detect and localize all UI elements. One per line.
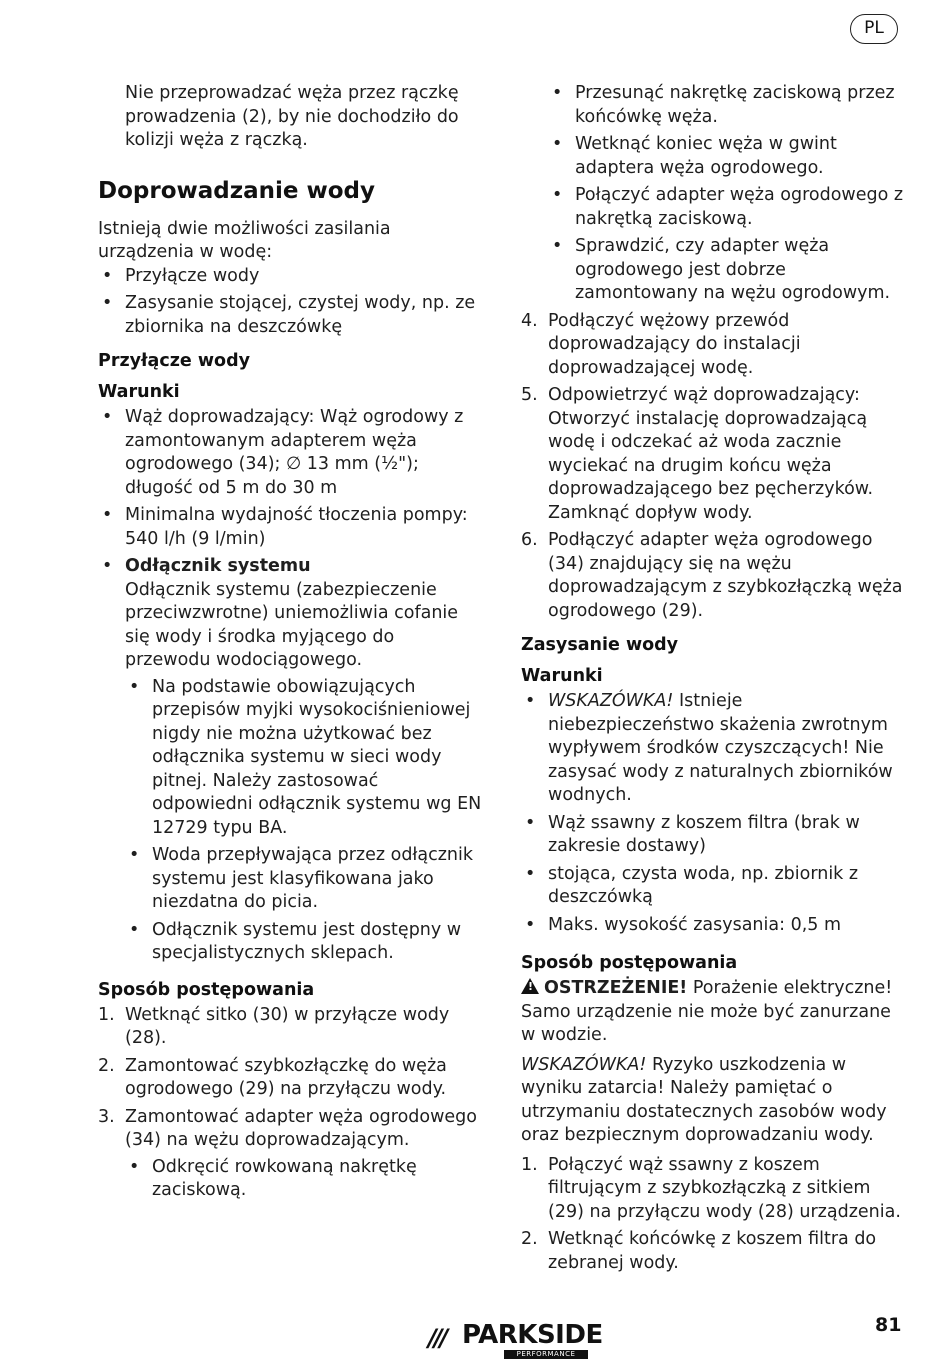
warning-text: Porażenie elektryczne! Samo urządzenie nie może być zanurzane w wodzie. xyxy=(521,978,893,1045)
step-text: Podłączyć wężowy przewód doprowadzający do instalacji doprowadzającej wodę. xyxy=(548,310,801,378)
language-badge: PL xyxy=(850,14,898,44)
step-item xyxy=(521,310,906,381)
step-text: Zamontować szybkozłączkę do węża ogrodowego (29) na przyłączu wody. xyxy=(125,1055,447,1099)
warning-paragraph xyxy=(521,977,906,1048)
subheading-procedure: Sposób postępowania xyxy=(98,979,315,1000)
suction-conditions-list xyxy=(521,690,906,937)
step3-sublist xyxy=(125,1156,483,1203)
system-separator-title: Odłącznik systemu xyxy=(125,556,311,576)
note-paragraph xyxy=(521,1054,906,1148)
note-text: Istnieje niebezpieczeństwo skażenia zwrotnym wypływem środków czyszczących! Nie zasysać wody z naturalnych zbiorników wodnych. xyxy=(548,691,893,805)
step-item xyxy=(521,1154,906,1225)
step-item xyxy=(98,1055,483,1102)
list-item: • Zasysanie stojącej, czystej wody, np. ze zbiornika na deszczówkę xyxy=(98,292,483,339)
step-number: 3. xyxy=(98,1106,115,1127)
note-label: WSKAZÓWKA! xyxy=(521,1054,647,1075)
intro-paragraph: Nie przeprowadzać węża przez rączkę prowadzenia (2), by nie dochodziło do kolizji węża z rączką. xyxy=(125,83,459,150)
note-text: Ryzyko uszkodzenia w wyniku zatarcia! Należy pamiętać o utrzymaniu dostatecznych zasobów wody oraz bezpiecznym doprowadzaniu wody. xyxy=(521,1054,887,1145)
step-number: 1. xyxy=(521,1154,538,1175)
step-item xyxy=(521,529,906,623)
logo-slashes: /// xyxy=(428,1324,446,1352)
supply-options-list xyxy=(98,265,483,340)
list-item: • Minimalna wydajność tłoczenia pompy: 540 l/h (9 l/min) xyxy=(98,504,483,551)
list-item: • Odkręcić rowkowaną nakrętkę zaciskową. xyxy=(125,1156,483,1203)
step-number: 2. xyxy=(521,1229,538,1249)
section-heading-water-supply: Doprowadzanie wody xyxy=(98,177,376,204)
list-item: • Na podstawie obowiązujących przepisów myjki wysokociśnieniowej nigdy nie można użytkować bez odłącznika systemu w sieci wody pitnej. Należy zastosować odpowiedni odłącznik systemu wg EN 12729 typu BA. xyxy=(125,676,483,841)
logo-name: PARKSIDE xyxy=(462,1320,603,1350)
step-number: 2. xyxy=(98,1055,115,1076)
step-text: Podłączyć adapter węża ogrodowego (34) znajdujący się na wężu doprowadzającym z szybkozłączką węża ogrodowego (29). xyxy=(548,530,903,621)
step-number: 5. xyxy=(521,385,538,405)
system-separator-list xyxy=(125,676,483,966)
step-number: 4. xyxy=(521,310,538,331)
step-text: Zamontować adapter węża ogrodowego (34) na wężu doprowadzającym. xyxy=(125,1106,477,1150)
note-label: WSKAZÓWKA! xyxy=(548,691,674,711)
step-text: Połączyć wąż ssawny z koszem filtrującym z szybkozłączką z sitkiem (29) na przyłączu wody (28) urządzenia. xyxy=(548,1154,901,1222)
list-item: • Przyłącze wody xyxy=(98,265,483,289)
conditions-list xyxy=(98,406,483,966)
suction-steps xyxy=(521,1154,906,1276)
list-item: • Połączyć adapter węża ogrodowego z nakrętką zaciskową. xyxy=(548,184,906,231)
step-number: 6. xyxy=(521,530,538,550)
parkside-logo xyxy=(428,1318,603,1360)
system-separator-text: Odłącznik systemu (zabezpieczenie przeciwzwrotne) uniemożliwia cofanie się wody i środka myjącego do przewodu wodociągowego. xyxy=(125,579,459,670)
list-item: • Wetknąć koniec węża w gwint adaptera węża ogrodowego. xyxy=(548,133,906,180)
right-column xyxy=(521,82,906,1279)
step3-sublist-continued xyxy=(521,82,906,306)
step-text: Odpowietrzyć wąż doprowadzający: Otworzyć instalację doprowadzającą wodę i odczekać aż woda zacznie wyciekać na drugim końcu węża doprowadzającego bez pęcherzyków. Zamknąć dopływ wody. xyxy=(548,385,874,523)
list-item: • Maks. wysokość zasysania: 0,5 m xyxy=(521,914,906,938)
list-item: • Wąż ssawny z koszem filtra (brak w zakresie dostawy) xyxy=(521,812,906,859)
step-text: Wetknąć sitko (30) w przyłącze wody (28). xyxy=(125,1004,450,1048)
list-item: • Odłącznik systemu jest dostępny w specjalistycznych sklepach. xyxy=(125,919,483,966)
step-text: Wetknąć końcówkę z koszem filtra do zebranej wody. xyxy=(548,1229,877,1273)
step-item xyxy=(98,1106,483,1203)
step-item xyxy=(521,1228,906,1275)
subheading-conditions: Warunki xyxy=(98,382,180,402)
list-item-note xyxy=(521,690,906,808)
logo-subtitle: PERFORMANCE xyxy=(504,1350,588,1359)
left-column xyxy=(98,82,483,1207)
warning-label: OSTRZEŻENIE! xyxy=(544,978,688,998)
subheading-conditions: Warunki xyxy=(521,666,603,686)
list-item: • stojąca, czysta woda, np. zbiornik z deszczówką xyxy=(521,863,906,910)
list-item: • Wąż doprowadzający: Wąż ogrodowy z zamontowanym adapterem węża ogrodowego (34); ∅ 13 mm (½"); długość od 5 m do 30 m xyxy=(98,406,483,500)
subheading-procedure: Sposób postępowania xyxy=(521,953,738,973)
procedure-steps xyxy=(98,1004,483,1203)
subheading-water-connection: Przyłącze wody xyxy=(98,351,250,371)
page-number: 81 xyxy=(875,1314,902,1336)
procedure-steps-continued xyxy=(521,310,906,624)
list-item: • Sprawdzić, czy adapter węża ogrodowego jest dobrze zamontowany na wężu ogrodowym. xyxy=(548,235,906,306)
list-item-system-separator xyxy=(98,555,483,966)
step-number: 1. xyxy=(98,1004,115,1025)
step-item xyxy=(98,1004,483,1051)
list-item: • Woda przepływająca przez odłącznik systemu jest klasyfikowana jako niezdatna do picia. xyxy=(125,844,483,915)
list-item: • Przesunąć nakrętkę zaciskową przez końcówkę węża. xyxy=(548,82,906,129)
step-item xyxy=(521,384,906,525)
warning-triangle-icon xyxy=(521,978,539,994)
subheading-water-suction: Zasysanie wody xyxy=(521,635,679,655)
supply-options-intro: Istnieją dwie możliwości zasilania urządzenia w wodę: xyxy=(98,218,391,262)
